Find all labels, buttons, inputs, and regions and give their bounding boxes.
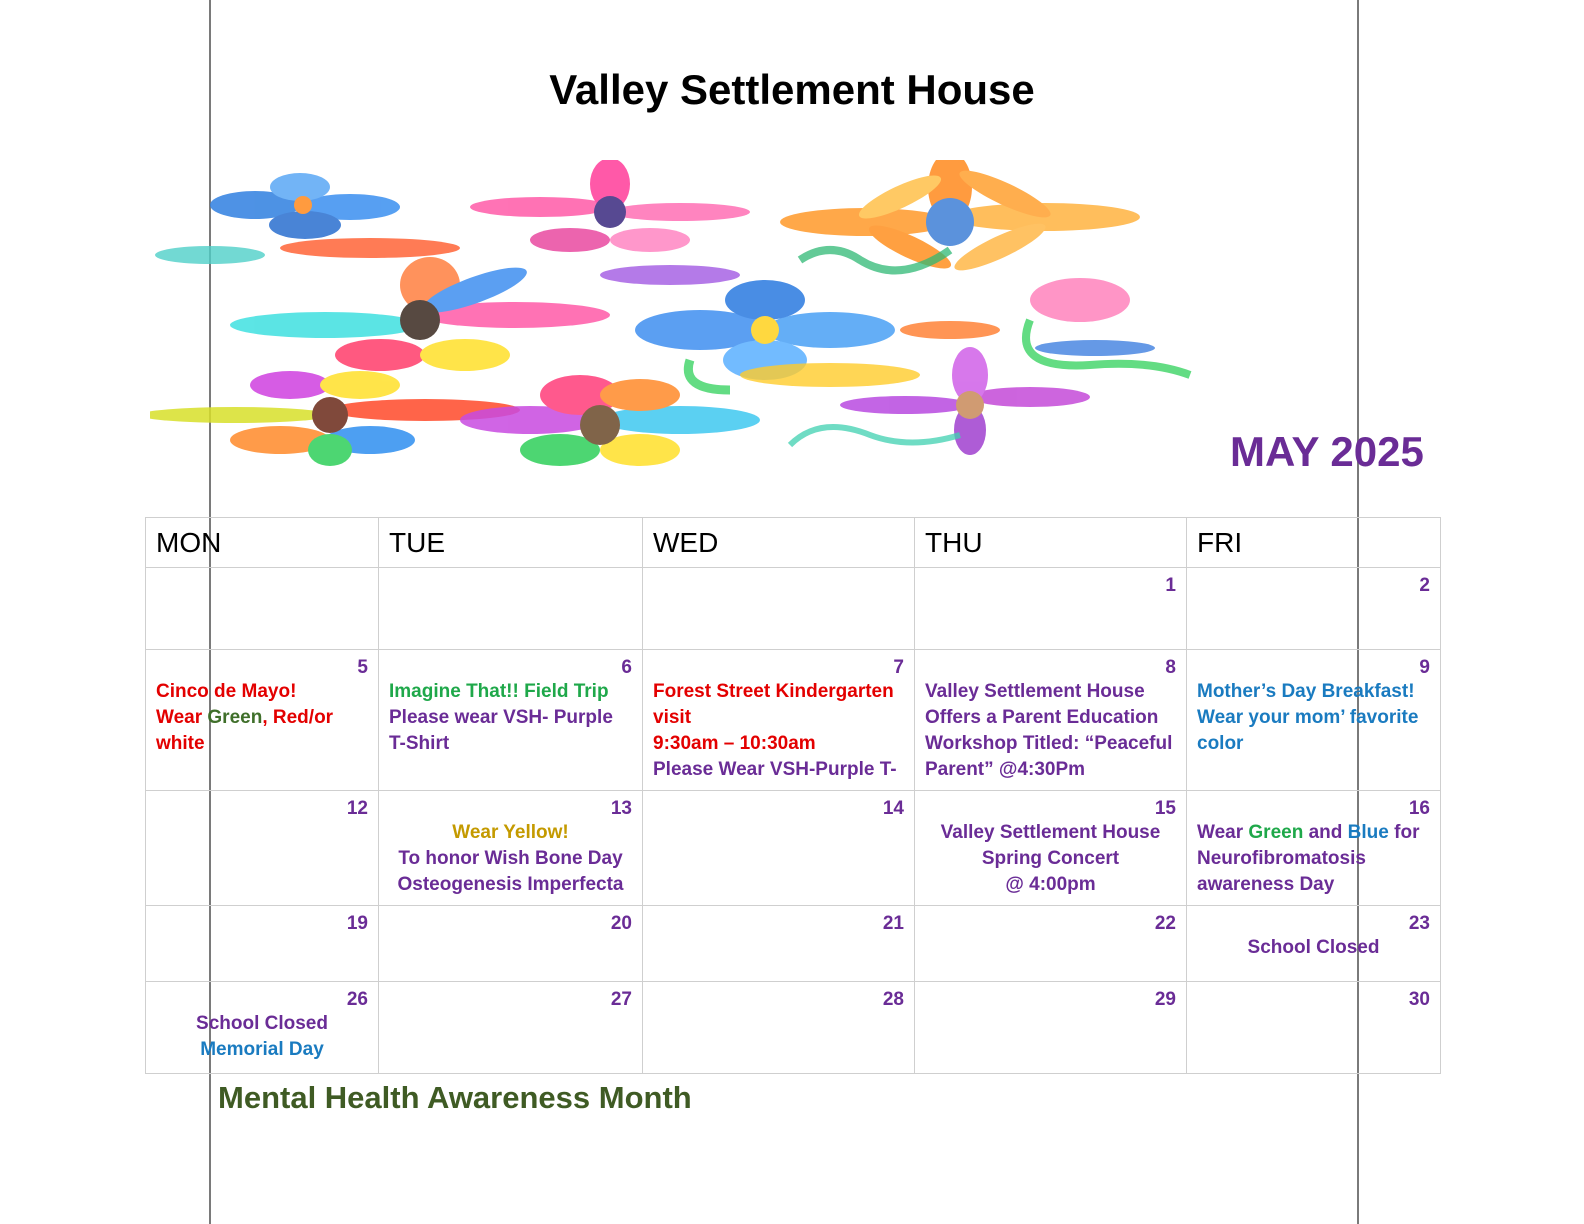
day-number: 13 <box>610 798 632 819</box>
day-cell <box>146 906 379 982</box>
day-number: 9 <box>1419 657 1430 678</box>
weekday-header-row <box>146 518 1441 568</box>
day-cell <box>146 982 379 1074</box>
day-number: 27 <box>610 989 632 1010</box>
day-cell <box>915 650 1187 791</box>
week-row <box>146 568 1441 650</box>
day-number <box>156 568 368 597</box>
day-number: 8 <box>1165 657 1176 678</box>
day-cell <box>915 568 1187 650</box>
weekday-mon: MON <box>146 518 379 568</box>
day-cell <box>1187 568 1441 650</box>
event-parent-workshop: Valley Settlement House Offers a Parent Education Workshop Titled: “Peaceful Parent” @4:30Pm <box>925 681 1173 780</box>
day-cell <box>1187 650 1441 791</box>
day-number: 19 <box>346 913 368 934</box>
day-cell <box>146 568 379 650</box>
day-cell <box>643 982 915 1074</box>
event-neurofibromatosis-day: Wear Green and Blue for Neurofibromatosis awareness Day <box>1197 822 1420 895</box>
week-row <box>146 650 1441 791</box>
day-number: 12 <box>346 798 368 819</box>
event-field-trip: Imagine That!! Field Trip Please wear VSH- Purple T-Shirt <box>389 681 613 754</box>
event-cinco-de-mayo: Cinco de Mayo! Wear Green, Red/or white <box>156 681 334 754</box>
day-number: 21 <box>882 913 904 934</box>
weekday-fri: FRI <box>1187 518 1441 568</box>
day-number: 22 <box>1154 913 1176 934</box>
day-cell <box>379 650 643 791</box>
page-title: Valley Settlement House <box>549 66 1035 113</box>
day-cell <box>146 791 379 906</box>
event-spring-concert: Valley Settlement House Spring Concert @ 4:00pm <box>940 822 1161 895</box>
day-number: 26 <box>346 989 368 1010</box>
day-cell <box>379 906 643 982</box>
event-kindergarten-visit: Forest Street Kindergarten visit 9:30am – 10:30am Please Wear VSH-Purple T- <box>653 681 897 780</box>
week-row <box>146 791 1441 906</box>
day-number: 20 <box>610 913 632 934</box>
week-row <box>146 906 1441 982</box>
day-cell <box>915 982 1187 1074</box>
day-number: 1 <box>1165 575 1176 596</box>
day-cell <box>379 982 643 1074</box>
day-number: 29 <box>1154 989 1176 1010</box>
day-cell <box>1187 791 1441 906</box>
event-memorial-day: School Closed Memorial Day <box>196 1013 328 1060</box>
day-cell <box>379 568 643 650</box>
day-cell <box>643 650 915 791</box>
day-number: 2 <box>1419 575 1430 596</box>
day-cell <box>1187 906 1441 982</box>
day-cell <box>146 650 379 791</box>
day-cell <box>643 906 915 982</box>
day-number: 14 <box>882 798 904 819</box>
day-cell <box>915 791 1187 906</box>
weekday-wed: WED <box>643 518 915 568</box>
day-number: 23 <box>1408 913 1430 934</box>
event-school-closed: School Closed <box>1247 937 1380 958</box>
weekday-tue: TUE <box>379 518 643 568</box>
day-cell <box>915 906 1187 982</box>
day-cell <box>1187 982 1441 1074</box>
day-number: 28 <box>882 989 904 1010</box>
day-number: 15 <box>1154 798 1176 819</box>
day-number: 7 <box>893 657 904 678</box>
day-number <box>389 568 632 597</box>
day-number: 5 <box>357 657 368 678</box>
event-mothers-day: Mother’s Day Breakfast! Wear your mom’ favorite color <box>1197 681 1419 754</box>
month-heading: MAY 2025 <box>1230 428 1424 475</box>
week-row <box>146 982 1441 1074</box>
event-wish-bone-day: Wear Yellow! To honor Wish Bone Day Osteogenesis Imperfecta <box>397 822 624 895</box>
awareness-month-note: Mental Health Awareness Month <box>218 1080 692 1115</box>
day-number: 16 <box>1408 798 1430 819</box>
day-cell <box>643 568 915 650</box>
day-cell <box>379 791 643 906</box>
calendar-grid <box>145 517 1441 1074</box>
day-number: 30 <box>1408 989 1430 1010</box>
day-number <box>653 568 904 597</box>
day-number: 6 <box>621 657 632 678</box>
day-cell <box>643 791 915 906</box>
watercolor-flowers-illustration <box>150 160 1210 470</box>
weekday-thu: THU <box>915 518 1187 568</box>
